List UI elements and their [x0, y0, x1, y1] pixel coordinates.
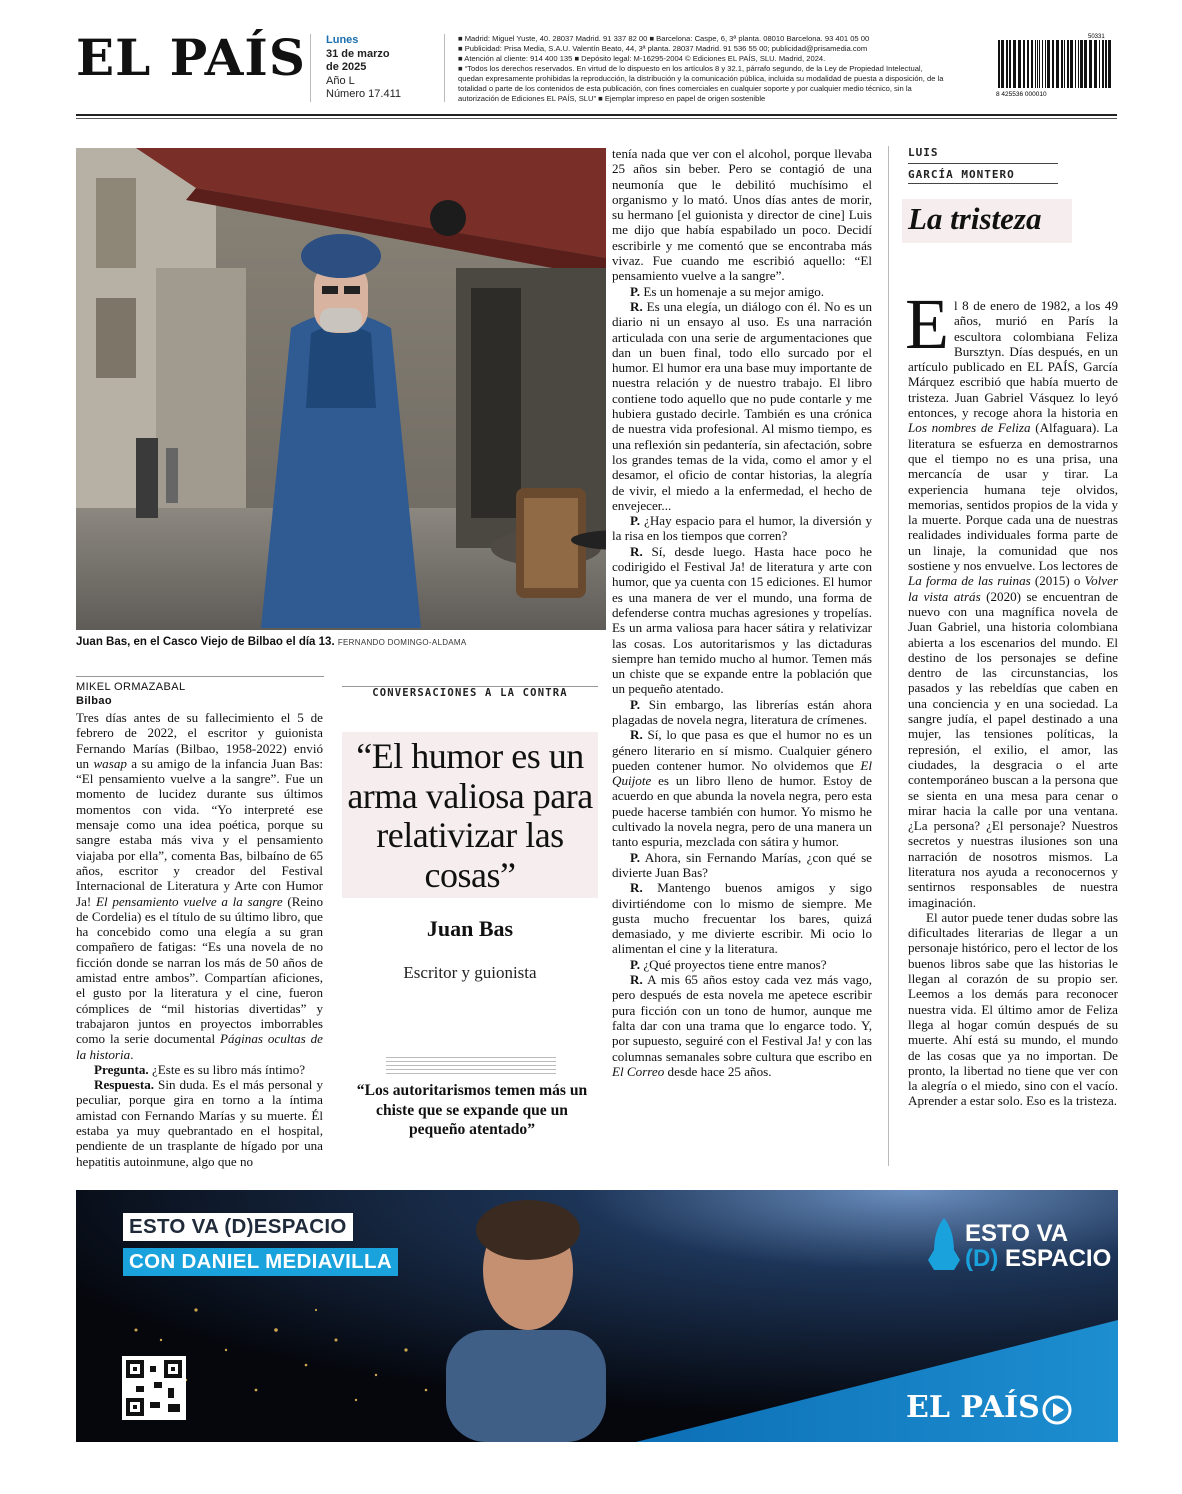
barcode — [996, 32, 1116, 98]
masthead-logo: EL PAÍS — [76, 28, 306, 87]
column-paragraph: l 8 de enero de 1982, a los 49 años, murió en París la escultora colombiana Feliza Bursztyn. Días después, en un artículo publicado en EL PAÍS, García Márquez escribió que había muerto de tristeza. Juan Gabriel Vásquez lo leyó entonces, y recoge ahora la historia en Los nombres de Feliza (Alfaguara). La literatura se esfuerza en demostrarnos que el tiempo no es una prisa, una mercancía de usar y tirar. La experiencia humana teje olvidos, memorias, sentidos propios de la vida y la muerte. Porque cada una de nuestras realidades individuales forma parte de un linaje, la comunidad que nos sostiene y nos envuelve. Los lectores de La forma de las ruinas (2015) o Volver la vista atrás (2020) se encuentran de nuevo con una magnífica novela de Juan Gabriel, una historia colombiana abierta a los escenarios del mundo. El destino de los personajes se define dentro de las circunstancias, los pasados y las rebeldías que caben en una conciencia y en una sociedad. La sangre judía, el papel destinado a una mujer, las tensiones políticas, la represión, el exilio, el amor, las ciudades, la desgracia o el arte contemporáneo buscan a la persona que se sienta en una mesa para cenar o mirar hacia la calle por una ventana. ¿La persona? ¿El personaje? Nuestros secretos y nuestras ilusiones son una narración de nosotros mismos. La literatura nos ayuda a reconocernos y sentirnos responsables de nuestra imaginación. — [908, 298, 1118, 910]
caption-text: Juan Bas, en el Casco Viejo de Bilbao el día 13. — [76, 636, 335, 648]
headline: “El humor es un arma valiosa para relativizar las cosas” — [347, 736, 593, 895]
masthead-rule — [76, 114, 1117, 116]
answer: Respuesta. Sin duda. Es el más personal y peculiar, porque gira en torno a la íntima amistad con Fernando Marías y su muerte. Él estaba ya muy quebrantado en el hospital, pendiente de un trasplante de hígado por una hepatitis autoinmune, algo que no — [76, 1077, 323, 1169]
article-photo — [76, 148, 606, 630]
info-line: ■ Atención al cliente: 914 400 135 ■ Depósito legal: M-16295-2004 © Ediciones EL PAÍS, SLU. Madrid, 2024. — [458, 54, 826, 63]
intro-paragraph: Tres días antes de su fallecimiento el 5 de febrero de 2022, el escritor y guionista Fernando Marías (Bilbao, 1958-2022) envió un wasap a su amigo de la infancia Juan Bas: “El pensamiento vuelve a la sangre”. Fue un momento de lucidez durante sus últimos momentos con vida. “Yo interpreté ese mensaje como una idea poética, porque su sangre estaba más viva y el pensamiento viajaba por ella”, comenta Bas, bilbaíno de 65 años, escritor y creador del Festival Internacional de Literatura y Arte con Humor Ja! El pensamiento vuelve a la sangre (Reino de Cordelia) es el título de su último libro, que ha concebido como una elegía a su gran compañero de fatigas: “Es una novela de no ficción donde se narran los más de 50 años de amistad entre ambos”. Compartían aficiones, el gusto por la literatura y el cine, fueron cómplices de “mil historias divertidas” y trabajaron juntos en proyectos imborrables como la serie documental Páginas ocultas de la historia. — [76, 710, 324, 1062]
drop-cap: E — [905, 284, 949, 364]
barcode-bottom-number: 8 425536 000010 — [996, 91, 1047, 98]
question: P. ¿Hay espacio para el humor, la diversión y la risa en los tiempos que corren? — [612, 513, 872, 544]
pullquote-ornament — [386, 1057, 556, 1074]
column-paragraph: El autor puede tener dudas sobre las dificultades literarias de llegar a un personaje histórico, pero el lector de los buenos libros sabe que las historias le llegan al corazón de su propio ser. Leemos a los demás para reconocer nuestra vida. El último amor de Feliza llega al hogar común después de su muerte. Ahí está su mundo, el mundo de las cosas que ya no importan. De pronto, la libertad no tiene que ver con la alegría o el miedo, sino con el vacío. Aprender a estar solo. Eso es la tristeza. — [908, 909, 1118, 1109]
photo-caption — [76, 636, 606, 648]
pullquote: “Los autoritarismos temen más un chiste que se expande que un pequeño atentado” — [356, 1082, 588, 1138]
column-author-first: LUIS — [908, 146, 939, 159]
byline-location: Bilbao — [76, 695, 113, 707]
answer: R. Sí, desde luego. Hasta hace poco he codirigido el Festival Ja! de literatura y arte con humor, que ya cuenta con 15 ediciones. El humor es una manera de ver el mundo, una forma de defenderse contra muchas agresiones y tropelías. Es un arma valiosa para hacer sátira y relativizar las cosas. Los autoritarismos y las dictaduras siempre han temido mucho al humor. Temen más un chiste que se expande entre la población que un pequeño atentado. — [612, 543, 872, 697]
masthead-rule-thin — [76, 118, 1117, 119]
masthead-date — [326, 34, 401, 102]
ad-subtitle: CON DANIEL MEDIAVILLA — [123, 1248, 398, 1276]
masthead-date-line1: 31 de marzo — [326, 47, 390, 60]
barcode-top-number: 50331 — [1088, 34, 1105, 40]
byline-author: MIKEL ORMAZABAL — [76, 681, 186, 693]
column-title: La tristeza — [908, 201, 1042, 236]
ad-brand: ESTO VA (D) ESPACIO — [965, 1220, 1112, 1272]
masthead-info — [458, 34, 948, 104]
answer: R. Mantengo buenos amigos y sigo divirtiéndome con lo mismo de siempre. Me gusta mucho frecuentar los bares, quizá demasiado, y me divierte escribir. Mi ocio lo alimentan el cine y la literatura. — [612, 880, 872, 957]
qr-code — [122, 1356, 186, 1420]
author-rule — [908, 163, 1058, 164]
interviewee-name: Juan Bas — [426, 916, 514, 941]
question: P. ¿Qué proyectos tiene entre manos? — [630, 956, 827, 972]
masthead-day: Lunes — [326, 34, 359, 46]
info-line: ■ Madrid: Miguel Yuste, 40. 28037 Madrid. 91 337 82 00 ■ Barcelona: Caspe, 6, 3ª planta. 08010 Barcelona. 93 401 05 00 — [458, 34, 870, 43]
opinion-column — [908, 298, 1118, 1109]
photo-credit: FERNANDO DOMINGO-ALDAMA — [337, 638, 467, 647]
question: Pregunta. ¿Este es su libro más íntimo? — [94, 1061, 306, 1077]
section-label: CONVERSACIONES A LA CONTRA — [342, 686, 598, 699]
ad-logo: EL PAÍS — [906, 1390, 1040, 1425]
question: P. Sin embargo, las librerías están ahora plagadas de novela negra, literatura de crímenes. — [612, 696, 872, 727]
question: P. Ahora, sin Fernando Marías, ¿con qué se divierte Juan Bas? — [612, 849, 872, 880]
answer: R. A mis 65 años estoy cada vez más vago, pero después de esta novela me apetece escribir pura ficción con un tono de humor, aunque me falta dar con una trama que lo engarce todo. Y, por supuesto, seguiré con el Festival Ja! y con las columnas semanales sobre cultura que escribo en El Correo desde hace 25 años. — [612, 972, 872, 1079]
ad-title: ESTO VA (D)ESPACIO — [123, 1213, 353, 1241]
byline — [76, 676, 324, 708]
info-line: ■ Publicidad: Prisa Media, S.A.U. Valentín Beato, 44, 3ª planta. 28037 Madrid. 91 536 55 00; publicidad@prisamedia.com — [458, 44, 868, 53]
masthead-date-line2: de 2025 — [326, 61, 367, 73]
masthead-divider — [310, 34, 311, 102]
info-line: ■ “Todos los derechos reservados. En virtud de lo dispuesto en los artículos 8 y 32.1, párrafo segundo, de la Ley de Propiedad Intelectual, quedan expresamente prohibidas la reproducción, la distribución y la comunicación pública, incluida su modalidad de puesta a disposición, de la totalidad o parte de los contenidos de esta publicación, con fines comerciales en cualquier soporte y por cualquier medio técnico, sin la autorización de Ediciones EL PAÍS, SLU” ■ Ejemplar impreso en papel de origen sostenible — [458, 64, 944, 103]
interview-column-2 — [612, 146, 872, 1079]
answer: R. Sí, lo que pasa es que el humor no es un género literario en sí mismo. Cualquier género pueden contener humor. No olvidemos que El Quijote es un libro lleno de humor. Estoy de acuerdo en que abunda la novela negra, pero esta puede hacerse también con humor. Yo mismo he cultivado la novela negra, pero de una manera un tanto espuria, mezclada con sátira y humor. — [612, 727, 872, 850]
answer-continued: tenía nada que ver con el alcohol, porque llevaba 25 años sin beber. Pero se contagió de una neumonía que le debilitó muchísimo el organismo y lo mató. Unos días antes de morir, su hermano [el guionista y director de cine] Luis me dijo que había espabilado un poco. Decidí escribirle y me comentó que se encontraba más vivaz. Fue cuando me escribió aquello: “El pensamiento vuelve a la sangre”. — [612, 146, 872, 284]
masthead-divider-2 — [444, 34, 445, 102]
column-divider — [888, 146, 889, 1166]
masthead-year: Año L — [326, 74, 355, 87]
interviewee-role: Escritor y guionista — [403, 963, 537, 982]
masthead-number: Número 17.411 — [326, 88, 402, 100]
interview-column-1 — [76, 710, 323, 1169]
column-author-last: GARCÍA MONTERO — [908, 168, 1058, 184]
answer: R. Es una elegía, un diálogo con él. No es un diario ni un ensayo al uso. Es una narración articulada con una serie de argumentaciones que dan un buen final, todo ello surcado por el humor. El humor era una base muy importante de nuestra relación y de nuestro trabajo. El libro contiene todo aquello que no pude contarle y me hubiera gustado decirle. También es una crónica de nuestra vida profesional. Al mismo tiempo, es una reflexión sin pedantería, sin afectación, sobre los grandes temas de la vida, como el amor y el desamor, el oficio de contar historias, la alegría de vivir, el miedo a la enfermedad, el hecho de envejecer... — [612, 298, 872, 513]
question: P. Es un homenaje a su mejor amigo. — [630, 283, 825, 299]
